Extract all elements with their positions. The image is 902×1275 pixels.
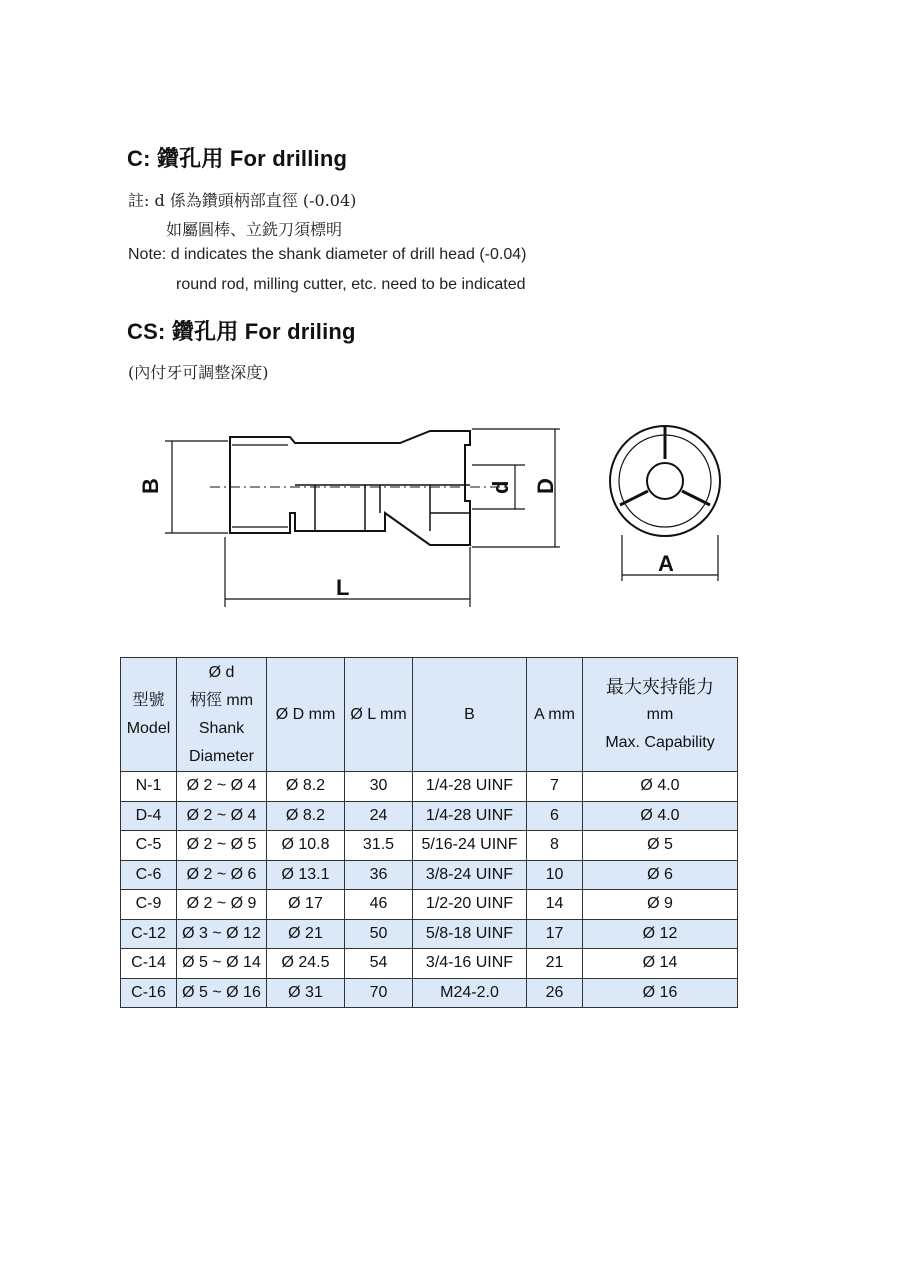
header-capability-unit: mm <box>646 705 674 723</box>
table-row <box>121 772 738 802</box>
cell-L: 50 <box>345 919 413 949</box>
cell-capability: Ø 6 <box>583 860 738 890</box>
cell-shank: Ø 5 ~ Ø 14 <box>177 949 267 979</box>
note-en-line2: round rod, milling cutter, etc. need to be indicated <box>176 276 526 293</box>
label-L: L <box>336 575 350 600</box>
table-row <box>121 890 738 920</box>
table-row <box>121 801 738 831</box>
cell-A: 14 <box>527 890 583 920</box>
cell-capability: Ø 14 <box>583 949 738 979</box>
cell-model: C-6 <box>121 860 177 890</box>
cell-capability: Ø 5 <box>583 831 738 861</box>
cell-B: 3/8-24 UINF <box>413 860 527 890</box>
cell-A: 8 <box>527 831 583 861</box>
spec-table <box>120 657 738 1008</box>
cell-model: C-16 <box>121 978 177 1008</box>
cell-D: Ø 8.2 <box>267 772 345 802</box>
cell-L: 46 <box>345 890 413 920</box>
collet-front-bore <box>647 463 683 499</box>
label-B: B <box>138 478 163 494</box>
cell-A: 6 <box>527 801 583 831</box>
cell-D: Ø 10.8 <box>267 831 345 861</box>
cell-model: C-12 <box>121 919 177 949</box>
cell-B: 1/4-28 UINF <box>413 801 527 831</box>
cell-D: Ø 13.1 <box>267 860 345 890</box>
table-row <box>121 919 738 949</box>
cell-capability: Ø 4.0 <box>583 772 738 802</box>
header-D: Ø D mm <box>267 658 345 772</box>
cell-model: C-5 <box>121 831 177 861</box>
header-capability-zh: 最大夾持能力 <box>606 676 714 697</box>
header-A: A mm <box>527 658 583 772</box>
header-shank-line2: 柄徑 mm <box>189 691 254 709</box>
note-zh-line2: 如屬圓棒、立銑刀須標明 <box>166 220 343 239</box>
header-shank <box>177 658 267 772</box>
label-D: D <box>533 478 558 494</box>
collet-side-outline <box>230 431 470 545</box>
cell-shank: Ø 3 ~ Ø 12 <box>177 919 267 949</box>
cell-capability: Ø 16 <box>583 978 738 1008</box>
cell-model: C-14 <box>121 949 177 979</box>
cell-B: 1/4-28 UINF <box>413 772 527 802</box>
label-d: d <box>488 480 513 494</box>
note-zh-line1: 註: d 係為鑽頭柄部直徑 (-0.04) <box>128 191 357 210</box>
cell-D: Ø 21 <box>267 919 345 949</box>
cell-L: 24 <box>345 801 413 831</box>
cell-model: D-4 <box>121 801 177 831</box>
cell-L: 70 <box>345 978 413 1008</box>
cell-L: 54 <box>345 949 413 979</box>
cell-B: 1/2-20 UINF <box>413 890 527 920</box>
note-en-line1: Note: d indicates the shank diameter of drill head (-0.04) <box>128 246 527 263</box>
cell-shank: Ø 2 ~ Ø 4 <box>177 801 267 831</box>
table-header-row <box>121 658 738 772</box>
header-shank-line1: Ø d <box>208 663 235 681</box>
cell-A: 10 <box>527 860 583 890</box>
cell-L: 36 <box>345 860 413 890</box>
cell-D: Ø 8.2 <box>267 801 345 831</box>
cell-shank: Ø 2 ~ Ø 6 <box>177 860 267 890</box>
cell-D: Ø 24.5 <box>267 949 345 979</box>
cell-shank: Ø 2 ~ Ø 9 <box>177 890 267 920</box>
cell-D: Ø 31 <box>267 978 345 1008</box>
table-row <box>121 831 738 861</box>
table-row <box>121 978 738 1008</box>
section-cs-title: CS: 鑽孔用 For driling <box>127 319 356 344</box>
cell-B: M24-2.0 <box>413 978 527 1008</box>
cell-model: N-1 <box>121 772 177 802</box>
header-model-en: Model <box>126 719 171 737</box>
header-L: Ø L mm <box>345 658 413 772</box>
table-row <box>121 949 738 979</box>
section-cs-subtitle: (內付牙可調整深度) <box>128 363 269 382</box>
cell-shank: Ø 5 ~ Ø 16 <box>177 978 267 1008</box>
header-shank-line4: Diameter <box>189 747 254 765</box>
header-model <box>121 658 177 772</box>
label-A: A <box>658 551 674 576</box>
cell-B: 3/4-16 UINF <box>413 949 527 979</box>
cell-A: 21 <box>527 949 583 979</box>
cell-L: 30 <box>345 772 413 802</box>
cell-B: 5/16-24 UINF <box>413 831 527 861</box>
cell-L: 31.5 <box>345 831 413 861</box>
table-row <box>121 860 738 890</box>
collet-drawing <box>110 385 730 615</box>
cell-shank: Ø 2 ~ Ø 4 <box>177 772 267 802</box>
cell-model: C-9 <box>121 890 177 920</box>
header-capability <box>583 658 738 772</box>
header-model-zh: 型號 <box>132 691 165 709</box>
header-B: B <box>413 658 527 772</box>
cell-capability: Ø 4.0 <box>583 801 738 831</box>
cell-capability: Ø 12 <box>583 919 738 949</box>
cell-D: Ø 17 <box>267 890 345 920</box>
section-c-title: C: 鑽孔用 For drilling <box>127 146 348 171</box>
header-shank-line3: Shank <box>198 719 245 737</box>
cell-shank: Ø 2 ~ Ø 5 <box>177 831 267 861</box>
cell-capability: Ø 9 <box>583 890 738 920</box>
cell-B: 5/8-18 UINF <box>413 919 527 949</box>
cell-A: 26 <box>527 978 583 1008</box>
cell-A: 7 <box>527 772 583 802</box>
header-capability-en: Max. Capability <box>605 733 715 751</box>
cell-A: 17 <box>527 919 583 949</box>
